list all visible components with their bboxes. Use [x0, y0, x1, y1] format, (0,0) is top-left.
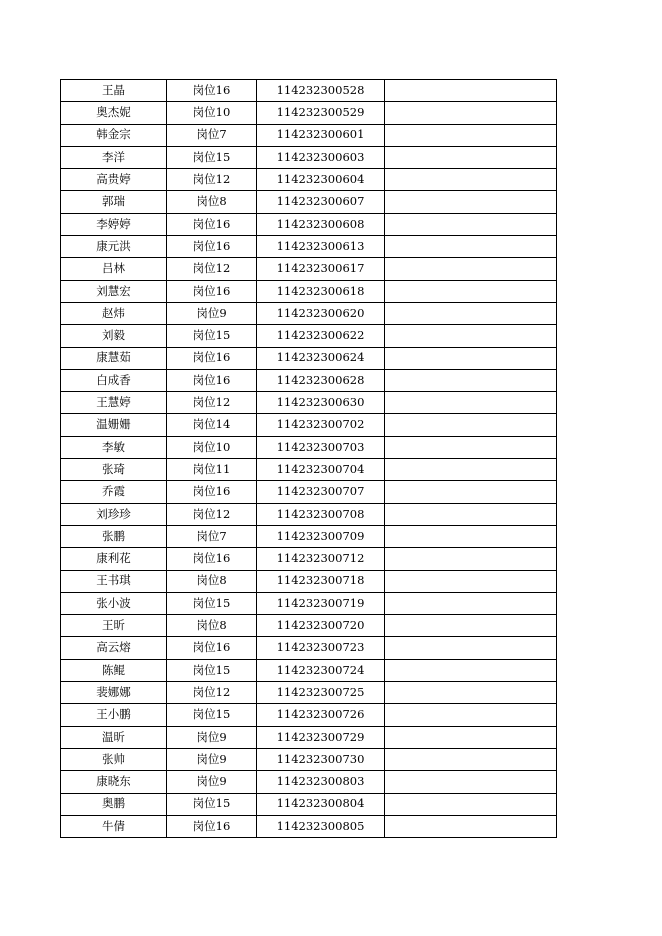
table-row: [61, 793, 557, 815]
note-cell: [385, 80, 557, 102]
note-cell: [385, 236, 557, 258]
table-row: [61, 414, 557, 436]
note-cell: [385, 436, 557, 458]
id-cell: 114232300618: [257, 280, 385, 302]
id-cell: 114232300608: [257, 213, 385, 235]
post-cell: 岗位16: [167, 236, 257, 258]
post-cell: 岗位9: [167, 726, 257, 748]
id-cell: 114232300724: [257, 659, 385, 681]
table-row: [61, 302, 557, 324]
name-cell: 刘慧宏: [61, 280, 167, 302]
post-cell: 岗位12: [167, 258, 257, 280]
post-cell: 岗位14: [167, 414, 257, 436]
post-cell: 岗位10: [167, 102, 257, 124]
table-row: [61, 102, 557, 124]
note-cell: [385, 102, 557, 124]
note-cell: [385, 414, 557, 436]
name-cell: 白成香: [61, 369, 167, 391]
table-row: [61, 369, 557, 391]
table-row: [61, 682, 557, 704]
id-cell: 114232300601: [257, 124, 385, 146]
id-cell: 114232300622: [257, 325, 385, 347]
id-cell: 114232300703: [257, 436, 385, 458]
note-cell: [385, 548, 557, 570]
table-row: [61, 637, 557, 659]
post-cell: 岗位12: [167, 682, 257, 704]
name-cell: 裴娜娜: [61, 682, 167, 704]
id-cell: 114232300723: [257, 637, 385, 659]
table-row: [61, 280, 557, 302]
table-row: [61, 213, 557, 235]
id-cell: 114232300707: [257, 481, 385, 503]
note-cell: [385, 592, 557, 614]
name-cell: 张小波: [61, 592, 167, 614]
table-row: [61, 459, 557, 481]
table-row: [61, 615, 557, 637]
table-row: [61, 592, 557, 614]
id-cell: 114232300803: [257, 771, 385, 793]
name-cell: 张琦: [61, 459, 167, 481]
name-cell: 康晓东: [61, 771, 167, 793]
note-cell: [385, 748, 557, 770]
table-row: [61, 771, 557, 793]
name-cell: 刘珍珍: [61, 503, 167, 525]
note-cell: [385, 525, 557, 547]
id-cell: 114232300718: [257, 570, 385, 592]
post-cell: 岗位15: [167, 659, 257, 681]
name-cell: 高贵婷: [61, 169, 167, 191]
table-row: [61, 236, 557, 258]
name-cell: 乔霞: [61, 481, 167, 503]
id-cell: 114232300617: [257, 258, 385, 280]
note-cell: [385, 146, 557, 168]
note-cell: [385, 302, 557, 324]
note-cell: [385, 325, 557, 347]
id-cell: 114232300620: [257, 302, 385, 324]
post-cell: 岗位12: [167, 392, 257, 414]
id-cell: 114232300603: [257, 146, 385, 168]
note-cell: [385, 124, 557, 146]
name-cell: 牛倩: [61, 815, 167, 837]
id-cell: 114232300719: [257, 592, 385, 614]
id-cell: 114232300630: [257, 392, 385, 414]
note-cell: [385, 213, 557, 235]
note-cell: [385, 726, 557, 748]
id-cell: 114232300607: [257, 191, 385, 213]
post-cell: 岗位16: [167, 815, 257, 837]
name-cell: 王慧婷: [61, 392, 167, 414]
note-cell: [385, 815, 557, 837]
post-cell: 岗位9: [167, 771, 257, 793]
name-cell: 奥杰妮: [61, 102, 167, 124]
post-cell: 岗位16: [167, 213, 257, 235]
post-cell: 岗位16: [167, 481, 257, 503]
id-cell: 114232300624: [257, 347, 385, 369]
name-cell: 康慧茹: [61, 347, 167, 369]
id-cell: 114232300712: [257, 548, 385, 570]
id-cell: 114232300704: [257, 459, 385, 481]
name-cell: 吕林: [61, 258, 167, 280]
note-cell: [385, 615, 557, 637]
note-cell: [385, 481, 557, 503]
id-cell: 114232300613: [257, 236, 385, 258]
roster-table: [60, 79, 557, 838]
post-cell: 岗位15: [167, 592, 257, 614]
table-row: [61, 146, 557, 168]
note-cell: [385, 191, 557, 213]
id-cell: 114232300729: [257, 726, 385, 748]
table-row: [61, 659, 557, 681]
id-cell: 114232300604: [257, 169, 385, 191]
post-cell: 岗位16: [167, 548, 257, 570]
table-row: [61, 191, 557, 213]
name-cell: 李洋: [61, 146, 167, 168]
post-cell: 岗位10: [167, 436, 257, 458]
note-cell: [385, 637, 557, 659]
note-cell: [385, 659, 557, 681]
table-row: [61, 704, 557, 726]
post-cell: 岗位8: [167, 191, 257, 213]
note-cell: [385, 392, 557, 414]
post-cell: 岗位8: [167, 615, 257, 637]
table-row: [61, 169, 557, 191]
id-cell: 114232300709: [257, 525, 385, 547]
name-cell: 康利花: [61, 548, 167, 570]
id-cell: 114232300805: [257, 815, 385, 837]
name-cell: 郭瑞: [61, 191, 167, 213]
id-cell: 114232300720: [257, 615, 385, 637]
table-row: [61, 481, 557, 503]
id-cell: 114232300726: [257, 704, 385, 726]
table-row: [61, 80, 557, 102]
roster-table-body: [61, 80, 557, 838]
table-row: [61, 748, 557, 770]
post-cell: 岗位7: [167, 124, 257, 146]
table-row: [61, 570, 557, 592]
name-cell: 刘毅: [61, 325, 167, 347]
note-cell: [385, 280, 557, 302]
post-cell: 岗位16: [167, 637, 257, 659]
post-cell: 岗位9: [167, 302, 257, 324]
name-cell: 王小鹏: [61, 704, 167, 726]
id-cell: 114232300702: [257, 414, 385, 436]
name-cell: 赵炜: [61, 302, 167, 324]
name-cell: 温昕: [61, 726, 167, 748]
name-cell: 高云熔: [61, 637, 167, 659]
id-cell: 114232300528: [257, 80, 385, 102]
name-cell: 王书琪: [61, 570, 167, 592]
note-cell: [385, 503, 557, 525]
table-row: [61, 503, 557, 525]
name-cell: 康元洪: [61, 236, 167, 258]
note-cell: [385, 459, 557, 481]
post-cell: 岗位15: [167, 325, 257, 347]
roster-sheet: [60, 79, 557, 838]
table-row: [61, 325, 557, 347]
post-cell: 岗位8: [167, 570, 257, 592]
post-cell: 岗位12: [167, 503, 257, 525]
note-cell: [385, 771, 557, 793]
post-cell: 岗位7: [167, 525, 257, 547]
name-cell: 张帅: [61, 748, 167, 770]
id-cell: 114232300529: [257, 102, 385, 124]
id-cell: 114232300725: [257, 682, 385, 704]
name-cell: 李婷婷: [61, 213, 167, 235]
note-cell: [385, 570, 557, 592]
note-cell: [385, 369, 557, 391]
note-cell: [385, 682, 557, 704]
post-cell: 岗位11: [167, 459, 257, 481]
note-cell: [385, 169, 557, 191]
table-row: [61, 124, 557, 146]
name-cell: 韩金宗: [61, 124, 167, 146]
post-cell: 岗位9: [167, 748, 257, 770]
note-cell: [385, 793, 557, 815]
table-row: [61, 548, 557, 570]
table-row: [61, 258, 557, 280]
post-cell: 岗位15: [167, 146, 257, 168]
name-cell: 王晶: [61, 80, 167, 102]
id-cell: 114232300628: [257, 369, 385, 391]
name-cell: 奥鹏: [61, 793, 167, 815]
note-cell: [385, 347, 557, 369]
name-cell: 温姗姗: [61, 414, 167, 436]
table-row: [61, 347, 557, 369]
post-cell: 岗位16: [167, 369, 257, 391]
id-cell: 114232300708: [257, 503, 385, 525]
table-row: [61, 392, 557, 414]
post-cell: 岗位16: [167, 347, 257, 369]
table-row: [61, 726, 557, 748]
id-cell: 114232300730: [257, 748, 385, 770]
table-row: [61, 436, 557, 458]
post-cell: 岗位16: [167, 80, 257, 102]
post-cell: 岗位16: [167, 280, 257, 302]
table-row: [61, 815, 557, 837]
name-cell: 陈鲲: [61, 659, 167, 681]
note-cell: [385, 258, 557, 280]
name-cell: 李敏: [61, 436, 167, 458]
id-cell: 114232300804: [257, 793, 385, 815]
post-cell: 岗位15: [167, 704, 257, 726]
name-cell: 王昕: [61, 615, 167, 637]
note-cell: [385, 704, 557, 726]
post-cell: 岗位12: [167, 169, 257, 191]
name-cell: 张鹏: [61, 525, 167, 547]
table-row: [61, 525, 557, 547]
post-cell: 岗位15: [167, 793, 257, 815]
